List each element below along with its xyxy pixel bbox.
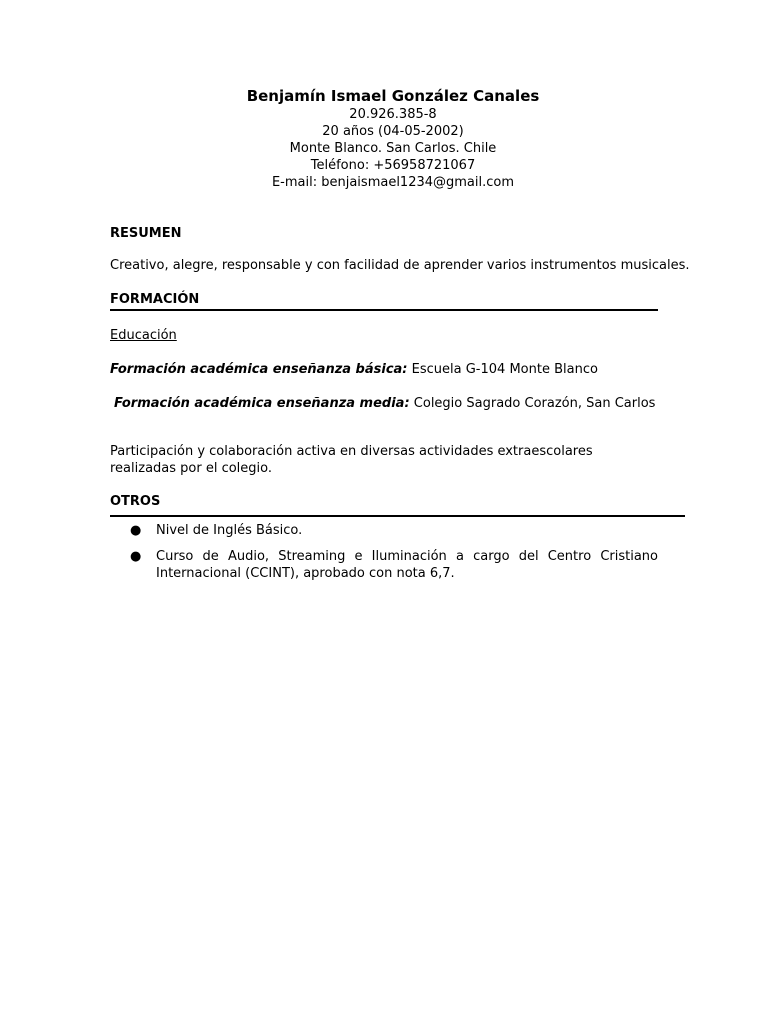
otros-item-text: Nivel de Inglés Básico. xyxy=(156,523,303,538)
candidate-location: Monte Blanco. San Carlos. Chile xyxy=(289,141,497,156)
otros-item-text: Curso de Audio, Streaming e Iluminación a cargo del Centro Cristiano Internacional (CCINT), aprobado con nota 6,7. xyxy=(156,549,658,581)
list-item xyxy=(110,522,658,539)
candidate-age: 20 años (04-05-2002) xyxy=(322,124,464,139)
resumen-title: RESUMEN xyxy=(110,226,182,241)
candidate-phone: Teléfono: +56958721067 xyxy=(310,158,476,173)
educacion-subtitle: Educación xyxy=(110,328,177,343)
formacion-basica-value: Escuela G-104 Monte Blanco xyxy=(407,362,598,377)
otros-divider xyxy=(110,515,685,517)
list-item xyxy=(110,548,658,582)
resumen-text: Creativo, alegre, responsable y con facilidad de aprender varios instrumentos musicales. xyxy=(110,258,690,273)
formacion-basica xyxy=(110,362,598,377)
formacion-media-label: Formación académica enseñanza media: xyxy=(114,396,410,411)
formacion-title: FORMACIÓN xyxy=(110,292,200,307)
formacion-media xyxy=(114,396,655,411)
candidate-email: E-mail: benjaismael1234@gmail.com xyxy=(271,175,515,190)
bullet-icon: ● xyxy=(130,549,142,564)
candidate-rut: 20.926.385-8 xyxy=(349,107,437,122)
participacion-text: Participación y colaboración activa en diversas actividades extraescolares realizadas por el colegio. xyxy=(110,444,593,476)
otros-title: OTROS xyxy=(110,494,161,509)
bullet-icon: ● xyxy=(130,523,142,538)
cv-header xyxy=(0,86,768,191)
formacion-media-value: Colegio Sagrado Corazón, San Carlos xyxy=(409,396,656,411)
formacion-divider xyxy=(110,309,658,311)
formacion-basica-label: Formación académica enseñanza básica: xyxy=(110,362,408,377)
candidate-name: Benjamín Ismael González Canales xyxy=(246,87,540,105)
otros-list xyxy=(110,522,658,591)
